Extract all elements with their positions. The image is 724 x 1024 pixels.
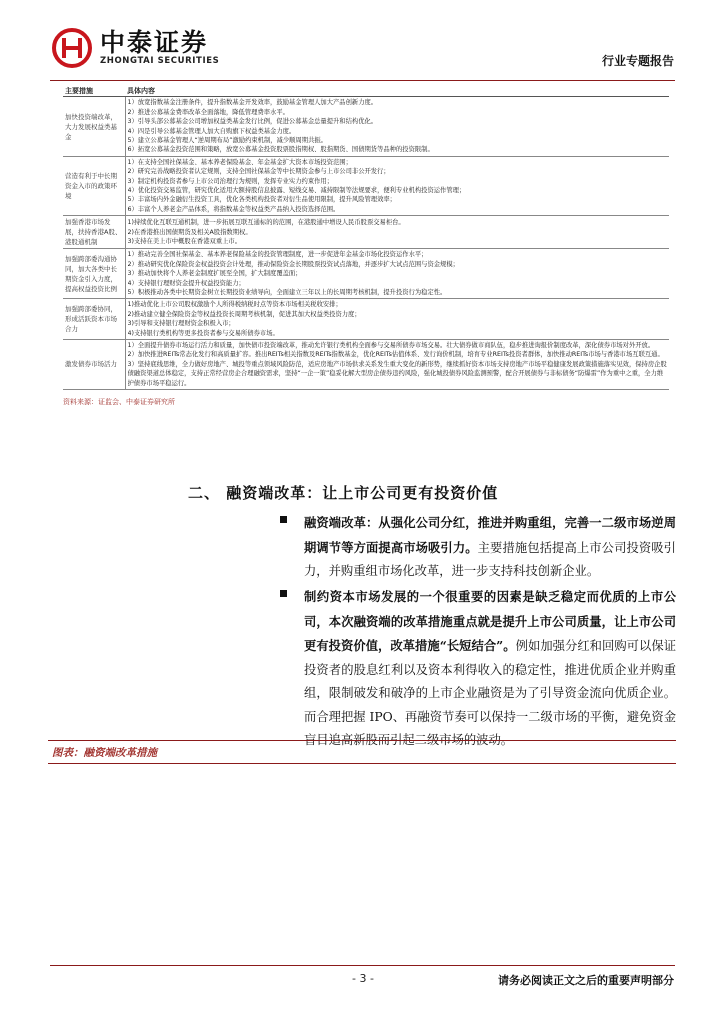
measures-table xyxy=(63,87,669,390)
table-line: 3)支持在美上市中概股在香港双重上市。 xyxy=(127,237,242,245)
table-line: 4)支持银行类机构等更多投资者参与交易所债券市场。 xyxy=(127,329,279,337)
table-header-measure: 主要措施 xyxy=(63,87,125,97)
table-line: 6）拓宽公募基金投资范围和策略，放宽公募基金投资股票股指期权、股指期货、国债期货等品种的投资限制。 xyxy=(127,146,434,154)
table-row xyxy=(63,299,669,340)
table-line: 3）制定机构投资者参与上市公司治理行为规则，发挥专业实力约束作用； xyxy=(127,177,334,185)
table-line: 2）推动研究优化保险资金权益投资会计处理，推动保险资金长期股票投资试点落地，并逐步扩大试点范围与资金规模； xyxy=(127,260,459,268)
table-header-row xyxy=(63,87,669,97)
table-row xyxy=(63,339,669,389)
footer-disclaimer: 请务必阅读正文之后的重要声明部分 xyxy=(498,974,674,987)
header-divider xyxy=(50,80,675,81)
bullet-square-icon xyxy=(280,516,287,523)
table-line: 4）优化投资交易监管，研究优化适用大额持股信息披露、短线交易、减持限制等法规要求，便利专业机构投资运作管理； xyxy=(127,187,466,195)
table-line: 6）丰富个人养老金产品体系，将指数基金等权益类产品纳入投资选择范围。 xyxy=(127,205,340,213)
paragraph-bold: 制约资本市场发展的一个很重要的因素是缺乏稳定而优质的上市公司，本次融资端的改革措施重点就是提升上市公司质量，让上市公司更有投资价值，改革措施“长短结合”。 xyxy=(304,589,676,653)
table-line: 2）研究完善战略投资者认定规则，支持全国社保基金等中长期资金参与上市公司非公开发行； xyxy=(127,168,390,176)
table-row-content xyxy=(125,339,669,389)
table-line: 1）全面提升债券市场运行活力和质量，加快债市投资端改革，推动允许银行类机构全面参与交易所债券市场交易。壮大债券做市商队伍，稳步推进询报价制度改革，深化债券市场对外开放。 xyxy=(127,341,655,349)
report-type-label: 行业专题报告 xyxy=(601,54,674,68)
table-line: 1）推动完善全国社保基金、基本养老保险基金的投资管理制度，进一步促进年金基金市场化投资运作水平； xyxy=(127,251,428,259)
table-line: 2)推动建立健全保险资金等权益投资长周期考核机制，促进其加大权益类投资力度； xyxy=(127,310,361,318)
table-line: 3）推动加快将个人养老金制度扩展至全国，扩大制度覆盖面； xyxy=(127,270,302,278)
logo-english-name: ZHONGTAI SECURITIES xyxy=(100,56,220,66)
table-row-content xyxy=(125,97,669,156)
table-row-content xyxy=(125,249,669,299)
table-row xyxy=(63,249,669,299)
measures-table-container xyxy=(63,87,669,390)
section-title: 二、 融资端改革：让上市公司更有投资价值 xyxy=(188,484,499,502)
figure-caption-bar xyxy=(48,740,676,764)
paragraph xyxy=(304,511,676,584)
table-header-content: 具体内容 xyxy=(125,87,669,97)
table-line: 3)引导和支持银行理财资金积极入市； xyxy=(127,320,235,328)
table-row-category: 激发债券市场活力 xyxy=(63,339,125,389)
table-line: 4）四是引导公募基金管理人加大自购旗下权益类基金力度。 xyxy=(127,127,296,135)
table-row-category: 加强香港市场发展，扶持香港A股、港股通机制 xyxy=(63,216,125,249)
paragraph-normal: 主要措施包括提高上市公司投资吸引力，并购重组市场化改革，进一步支持科技创新企业。 xyxy=(304,540,676,578)
page-number: - 3 - xyxy=(352,972,374,985)
table-row-content xyxy=(125,299,669,340)
table-row xyxy=(63,156,669,215)
table-line: 5）丰富场内外金融衍生投资工具，优化各类机构投资者对衍生品使用限制，提升风险管理效率； xyxy=(127,196,396,204)
table-line: 1）在支持全国社保基金、基本养老保险基金、年金基金扩大资本市场投资范围； xyxy=(127,158,352,166)
zhongtai-logo-icon xyxy=(52,28,92,68)
table-row-category: 营造有利于中长期资金入市的政策环境 xyxy=(63,156,125,215)
table-line: 1）放宽指数基金注册条件，提升指数基金开发效率，鼓励基金管理人加大产品创新力度。 xyxy=(127,99,378,107)
table-row-content xyxy=(125,216,669,249)
table-line: 3）坚持底线思维，全力做好房地产、城投等重点领域风险防范，适应房地产市场供求关系发生重大变化的新形势，继续抓好资本市场支持房地产市场平稳健康发展政策措施落实见效，保持房企股债融资渠道总体稳定，支持正常经营房企合理融资需求，坚持“一企一策”稳妥化解大型房企债券违约风险，强化城投债券风险监测预警，配合开展债券与非标债务“防爆雷”作为重中之重，全力维护债券市场平稳运行。 xyxy=(127,360,667,387)
paragraph xyxy=(304,585,676,753)
table-line: 2)在香港推出国债期货及相关A股指数期权。 xyxy=(127,228,252,236)
footer-divider xyxy=(50,965,675,966)
logo-chinese-name: 中泰证券 xyxy=(100,28,209,57)
source-note: 资料来源：证监会、中泰证券研究所 xyxy=(63,398,175,406)
table-line: 2）加快推进REITs常态化发行和高质量扩容。推出REITs相关指数及REITs指数基金，优化REITs估值体系、发行询价机制，培育专业REITs投资者群体，加快推动REITs市场与香港市场互联互通。 xyxy=(127,351,664,359)
table-row-category: 加强跨部委协同，形成活跃资本市场合力 xyxy=(63,299,125,340)
company-logo xyxy=(52,28,219,68)
table-line: 1)推动优化上市公司股权激励个人所得税纳税时点等资本市场相关税收安排； xyxy=(127,301,342,309)
table-line: 4）支持银行理财资金提升权益投资能力； xyxy=(127,279,245,287)
table-line: 3）引导头部公募基金公司增加权益类基金发行比例，促进公募基金总量提升和结构优化。 xyxy=(127,118,378,126)
table-row-category: 加快投资端改革，大力发展权益类基金 xyxy=(63,97,125,156)
paragraph-normal: 例如加强分红和回购可以保证投资者的股息红利以及资本利得收入的稳定性，推进优质企业并购重组，限制破发和破净的上市企业融资是为了引导资金流向优质企业。而合理把握 IPO、再融资节奏可以保持一二级市场的平衡，避免资金盲目追高新股而引起二级市场的波动。 xyxy=(304,639,676,747)
bullet-square-icon xyxy=(280,590,287,597)
table-row-category: 加强跨部委沟通协同，加大各类中长期资金引入力度，提高权益投资比例 xyxy=(63,249,125,299)
paragraph-bold: 融资端改革：从强化公司分红，推进并购重组，完善一二级市场逆周期调节等方面提高市场吸引力。 xyxy=(304,515,676,555)
table-line: 5）建立公募基金管理人“逆周期布局”激励约束机制，减少顺周期共振。 xyxy=(127,137,327,145)
table-row xyxy=(63,97,669,156)
table-line: 2）推进公募基金费率改革全面落地，降低管理费率水平。 xyxy=(127,108,289,116)
page-header xyxy=(0,0,724,88)
table-row-content xyxy=(125,156,669,215)
table-line: 5）积极推动各类中长期资金树立长期投资业绩导向，全面建立三年以上的长周期考核机制，提升投资行为稳定性。 xyxy=(127,288,447,296)
table-line: 1)持续优化互联互通机制，进一步拓展互联互通标的的范围，在港股通中增设人民币股票交易柜台。 xyxy=(127,219,405,227)
table-row xyxy=(63,216,669,249)
figure-label: 图表：融资端改革措施 xyxy=(52,747,157,759)
